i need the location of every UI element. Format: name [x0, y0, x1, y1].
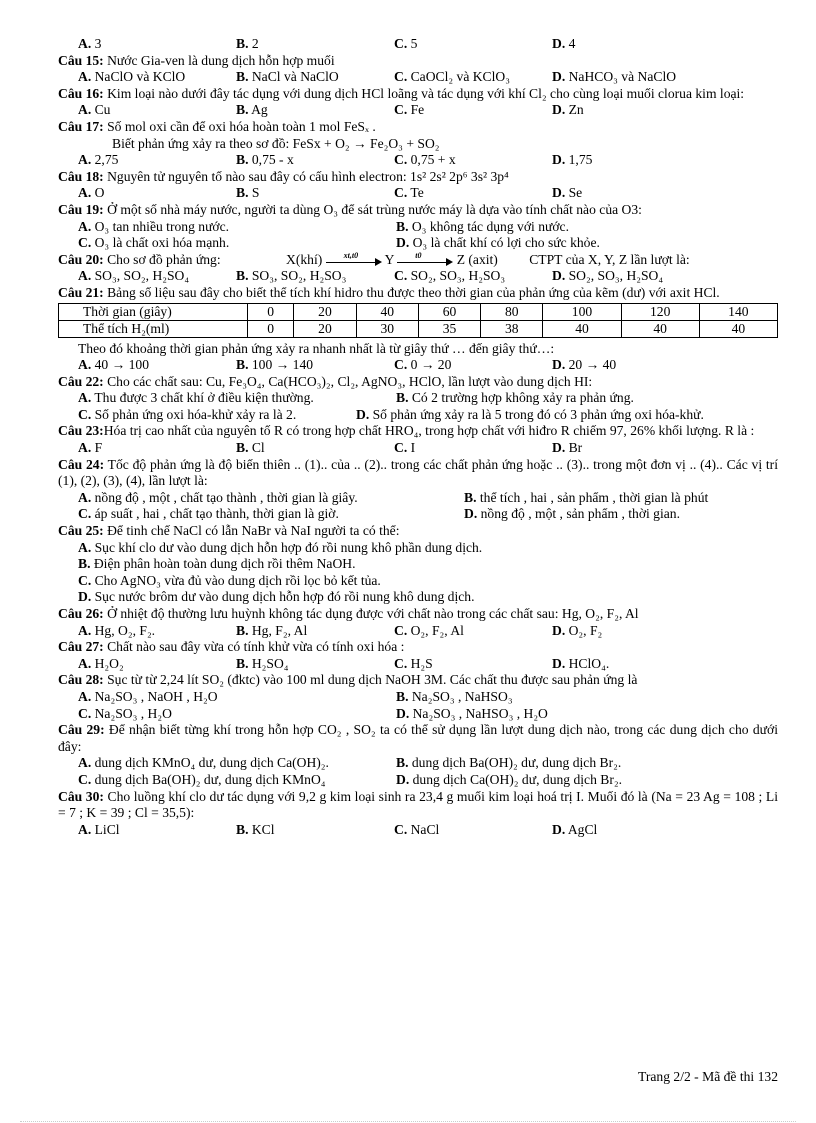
q18-option-c: C. Te: [394, 185, 424, 201]
q17-stem: [58, 119, 778, 136]
q29-option-c: C. dung dịch Ba(OH)₂ dư, dung dịch KMnO₄: [78, 771, 326, 787]
q20-number: Câu 20:: [58, 251, 104, 267]
table-cell: 120: [621, 303, 699, 320]
q16-option-b: B. Ag: [236, 102, 268, 118]
table-cell: 140: [699, 303, 777, 320]
q17-option-a: A. 2,75: [78, 152, 119, 168]
q23-option-d: D. Br: [552, 440, 583, 456]
q20-option-a: A. SO₃, SO₂, H₂SO₄: [78, 268, 190, 284]
q22-option-d: D. Số phản ứng xảy ra là 5 trong đó có 3 phản ứng oxi hóa-khử.: [356, 406, 704, 422]
q21-option-b: B. 100 → 140: [236, 357, 314, 373]
q28-option-b: B. Na₂SO₃ , NaHSO₃: [396, 688, 513, 704]
q30-option-a: A. LiCl: [78, 821, 120, 837]
q23-option-c: C. I: [394, 440, 416, 456]
reaction-arrow-icon: [326, 250, 382, 266]
q24-options-row1: [58, 490, 778, 507]
q28-options-row1: [58, 689, 778, 706]
q18-text: Nguyên tử nguyên tố nào sau đây có cấu hình electron: 1s² 2s² 2p⁶ 3s² 3p⁴: [103, 168, 509, 184]
q22-stem: [58, 374, 778, 391]
q19-option-d: D. O₃ là chất khí có lợi cho sức khỏe.: [396, 235, 600, 251]
q18-number: Câu 18:: [58, 168, 104, 184]
q16-stem: [58, 86, 778, 103]
q18-option-a: A. O: [78, 185, 105, 201]
q28-number: Câu 28:: [58, 672, 104, 688]
q26-number: Câu 26:: [58, 606, 104, 621]
table-cell: 35: [418, 320, 480, 337]
table-cell: 30: [356, 320, 418, 337]
table-cell: 20: [294, 320, 356, 337]
q19-text: Ở một số nhà máy nước, người ta dùng O₃ để sát trùng nước máy là dựa vào tính chất nào của O3:: [103, 201, 642, 217]
table-row-label: Thời gian (giây): [59, 303, 248, 320]
q20-stem: [58, 252, 778, 269]
q15-option-b: B. NaCl và NaClO: [236, 69, 339, 85]
q17-options: [58, 152, 778, 169]
table-cell: 20: [294, 303, 356, 320]
q26-options: [58, 623, 778, 640]
table-cell: 40: [543, 320, 621, 337]
q17-scheme: Biết phản ứng xảy ra theo sơ đồ: FeSx + O₂ → Fe₂O₃ + SO₂: [112, 135, 440, 151]
q16-text: Kim loại nào dưới đây tác dụng với dung dịch HCl loãng và tác dụng với khí Cl₂ cho cùng loại muối clorua kim loại:: [103, 85, 745, 101]
q27-option-c: C. H₂S: [394, 655, 433, 671]
q17-number: Câu 17:: [58, 118, 104, 134]
q16-option-a: A. Cu: [78, 102, 111, 118]
q26-option-c: C. O₂, F₂, Al: [394, 622, 464, 638]
q15-option-a: A. NaClO và KClO: [78, 69, 186, 85]
q21-number: Câu 21:: [58, 284, 104, 300]
table-cell: 0: [248, 320, 294, 337]
q26-option-d: D. O₂, F₂: [552, 622, 603, 638]
q15-option-c: C. CaOCl₂ và KClO₃: [394, 69, 510, 85]
q23-stem: [58, 423, 778, 440]
q15-option-d: D. NaHCO₃ và NaClO: [552, 69, 677, 85]
q19-option-a: A. O₃ tan nhiều trong nước.: [78, 218, 230, 234]
q26-stem: [58, 606, 778, 623]
q30-text: Cho luồng khí clo dư tác dụng với 9,2 g kim loại sinh ra 23,4 g muối kim loại hoá trị I. Muối đó là (Na = 23 Ag = 108 ; Li = 7 ; K = 39 ; Cl = 35,5):: [58, 788, 778, 821]
q20-tail: CTPT của X, Y, Z lần lượt là:: [529, 251, 690, 267]
q17-option-d: D. 1,75: [552, 152, 593, 168]
q15-stem: [58, 53, 778, 70]
q30-options: [58, 822, 778, 839]
q23-number: Câu 23:: [58, 423, 104, 439]
q20-option-b: B. SO₃, SO₂, H₂SO₃: [236, 268, 347, 284]
q29-option-b: B. dung dịch Ba(OH)₂ dư, dung dịch Br₂.: [396, 755, 622, 771]
q20-z: Z (axit): [456, 251, 498, 267]
q25-option-c: C. Cho AgNO₃ vừa đủ vào dung dịch rồi lọc bỏ kết tủa.: [78, 572, 381, 588]
q16-option-c: C. Fe: [394, 102, 425, 118]
q14-option-d: D. 4: [552, 36, 576, 51]
q23-text: Hóa trị cao nhất của nguyên tố R có trong hợp chất HRO₄, trong hợp chất với hiđro R chiếm 97, 26% khối lượng. R là :: [103, 423, 755, 439]
reaction-arrow-icon: [397, 250, 453, 266]
q21-option-c: C. 0 → 20: [394, 357, 452, 373]
q25-option-a: A. Sục khí clo dư vào dung dịch hỗn hợp đó rồi nung khô phần dung dịch.: [78, 539, 483, 555]
table-row: [59, 320, 778, 337]
table-cell: 40: [621, 320, 699, 337]
q24-option-d: D. nồng độ , một , sản phẩm , thời gian.: [464, 506, 680, 522]
table-cell: 40: [699, 320, 777, 337]
q29-options-row2: [58, 772, 778, 789]
q18-option-b: B. S: [236, 185, 260, 201]
q20-y: Y: [384, 251, 394, 267]
q27-options: [58, 656, 778, 673]
q21-text: Bảng số liệu sau đây cho biết thể tích khí hidro thu được theo thời gian của phản ứng của kẽm (dư) với axit HCl.: [103, 284, 720, 300]
q22-option-a: A. Thu được 3 chất khí ở điều kiện thường.: [78, 390, 314, 406]
q17-text: Số mol oxi cần để oxi hóa hoàn toàn 1 mol FeSₓ .: [103, 118, 376, 134]
q30-option-d: D. AgCl: [552, 821, 598, 837]
q18-stem: [58, 169, 778, 186]
q22-text: Cho các chất sau: Cu, Fe₃O₄, Ca(HCO₃)₂, Cl₂, AgNO₃, HClO, lần lượt vào dung dịch HI:: [103, 373, 593, 389]
q29-option-d: D. dung dịch Ca(OH)₂ dư, dung dịch Br₂.: [396, 771, 623, 787]
q24-stem: [58, 457, 778, 490]
q29-number: Câu 29:: [58, 722, 105, 738]
q24-text: Tốc độ phản ứng là độ biến thiên .. (1).. của .. (2).. trong các chất phản ứng hoặc .. (3).. trong một đơn vị .. (4).. Các vị trí (1), (2), (3), (4), lần lượt là:: [58, 456, 778, 489]
q26-option-a: A. Hg, O₂, F₂.: [78, 622, 156, 638]
q21-stem: [58, 285, 778, 302]
q24-option-c: C. áp suất , hai , chất tạo thành, thời gian là giờ.: [78, 506, 339, 522]
q29-options-row1: [58, 755, 778, 772]
q20-option-d: D. SO₂, SO₃, H₂SO₄: [552, 268, 664, 284]
q19-number: Câu 19:: [58, 201, 104, 217]
q25-option-b: B. Điện phân hoàn toàn dung dịch rồi thêm NaOH.: [78, 556, 356, 572]
q29-text: Để nhận biết từng khí trong hỗn hợp CO₂ , SO₂ ta có thể sử dụng lần lượt dung dịch nào, trong các dung dịch cho dưới đây:: [58, 722, 778, 754]
q22-options-row2: [58, 407, 778, 424]
q28-option-c: C. Na₂SO₃ , H₂O: [78, 705, 172, 721]
q30-option-c: C. NaCl: [394, 821, 440, 837]
q21-subquestion: Theo đó khoảng thời gian phản ứng xảy ra nhanh nhất là từ giây thứ … đến giây thứ…:: [78, 340, 555, 356]
q27-text: Chất nào sau đây vừa có tính khử vừa có tính oxi hóa :: [103, 639, 405, 655]
q14-options: [58, 36, 778, 53]
q24-option-b: B. thể tích , hai , sản phẩm , thời gian là phút: [464, 489, 709, 505]
q28-option-a: A. Na₂SO₃ , NaOH , H₂O: [78, 688, 218, 704]
q15-options: [58, 69, 778, 86]
q14-option-a: A. 3: [78, 36, 102, 51]
exam-page: [58, 36, 778, 838]
q16-options: [58, 102, 778, 119]
q23-option-b: B. Cl: [236, 440, 265, 456]
q24-options-row2: [58, 506, 778, 523]
q22-options-row1: [58, 390, 778, 407]
q22-option-b: B. Có 2 trường hợp không xảy ra phản ứng.: [396, 390, 634, 406]
q15-number: Câu 15:: [58, 52, 104, 68]
q30-option-b: B. KCl: [236, 821, 275, 837]
q20-options: [58, 268, 778, 285]
q16-option-d: D. Zn: [552, 102, 584, 118]
q19-option-c: C. O₃ là chất oxi hóa mạnh.: [78, 235, 230, 251]
table-row-label: Thể tích H₂(ml): [59, 320, 248, 337]
q25-text: Để tinh chế NaCl có lẫn NaBr và NaI người ta có thể:: [103, 523, 400, 539]
q23-option-a: A. F: [78, 440, 103, 456]
q23-options: [58, 440, 778, 457]
q30-number: Câu 30:: [58, 788, 104, 804]
q15-text: Nước Gia-ven là dung dịch hỗn hợp muối: [103, 52, 335, 68]
q27-option-b: B. H₂SO₄: [236, 655, 289, 671]
q26-option-b: B. Hg, F₂, Al: [236, 622, 308, 638]
q28-option-d: D. Na₂SO₃ , NaHSO₃ , H₂O: [396, 705, 548, 721]
table-cell: 100: [543, 303, 621, 320]
table-cell: 60: [418, 303, 480, 320]
q20-arrow1-label: xt,t0: [343, 250, 359, 260]
table-cell: 40: [356, 303, 418, 320]
q25-stem: [58, 523, 778, 540]
q24-option-a: A. nồng độ , một , chất tạo thành , thời gian là giây.: [78, 489, 358, 505]
q30-stem: [58, 789, 778, 822]
q24-number: Câu 24:: [58, 456, 105, 472]
q25-number: Câu 25:: [58, 523, 104, 539]
q29-stem: [58, 722, 778, 755]
q17-option-c: C. 0,75 + x: [394, 152, 456, 168]
q14-option-b: B. 2: [236, 36, 259, 51]
page-footer: Trang 2/2 - Mã đề thi 132: [638, 1069, 778, 1084]
q19-option-b: B. O₃ không tác dụng với nước.: [396, 218, 569, 234]
q18-option-d: D. Se: [552, 185, 583, 201]
q21-options: [58, 357, 778, 374]
q20-arrow2-label: t0: [415, 250, 422, 260]
q20-x: X(khí): [286, 251, 323, 267]
q19-stem: [58, 202, 778, 219]
q28-options-row2: [58, 706, 778, 723]
q28-stem: [58, 672, 778, 689]
q28-text: Sục từ từ 2,24 lít SO₂ (đktc) vào 100 ml dung dịch NaOH 3M. Các chất thu được sau phản ứng là: [103, 672, 638, 688]
q22-option-c: C. Số phản ứng oxi hóa-khử xảy ra là 2.: [78, 406, 297, 422]
q14-option-c: C. 5: [394, 36, 418, 51]
q18-options: [58, 185, 778, 202]
q16-number: Câu 16:: [58, 85, 104, 101]
q26-text: Ở nhiệt độ thường lưu huỳnh không tác dụng được với chất nào trong các chất sau: Hg, O₂, F₂, Al: [103, 606, 639, 621]
q20-option-c: C. SO₂, SO₃, H₂SO₃: [394, 268, 506, 284]
table-cell: 38: [481, 320, 543, 337]
q17-option-b: B. 0,75 - x: [236, 152, 294, 168]
q27-stem: [58, 639, 778, 656]
q27-number: Câu 27:: [58, 639, 104, 655]
page-divider: [20, 1121, 796, 1122]
q27-option-a: A. H₂O₂: [78, 655, 124, 671]
table-cell: 0: [248, 303, 294, 320]
table-cell: 80: [481, 303, 543, 320]
q25-option-d: D. Sục nước brôm dư vào dung dịch hỗn hợp đó rồi nung khô dung dịch.: [78, 589, 475, 605]
q22-number: Câu 22:: [58, 373, 104, 389]
q21-option-a: A. 40 → 100: [78, 357, 149, 373]
q29-option-a: A. dung dịch KMnO₄ dư, dung dịch Ca(OH)₂.: [78, 755, 329, 771]
table-row: [59, 303, 778, 320]
q27-option-d: D. HClO₄.: [552, 655, 610, 671]
q20-text: Cho sơ đồ phản ứng:: [103, 251, 221, 267]
q19-options-row1: [58, 219, 778, 236]
q21-option-d: D. 20 → 40: [552, 357, 617, 373]
q21-data-table: [58, 303, 778, 338]
